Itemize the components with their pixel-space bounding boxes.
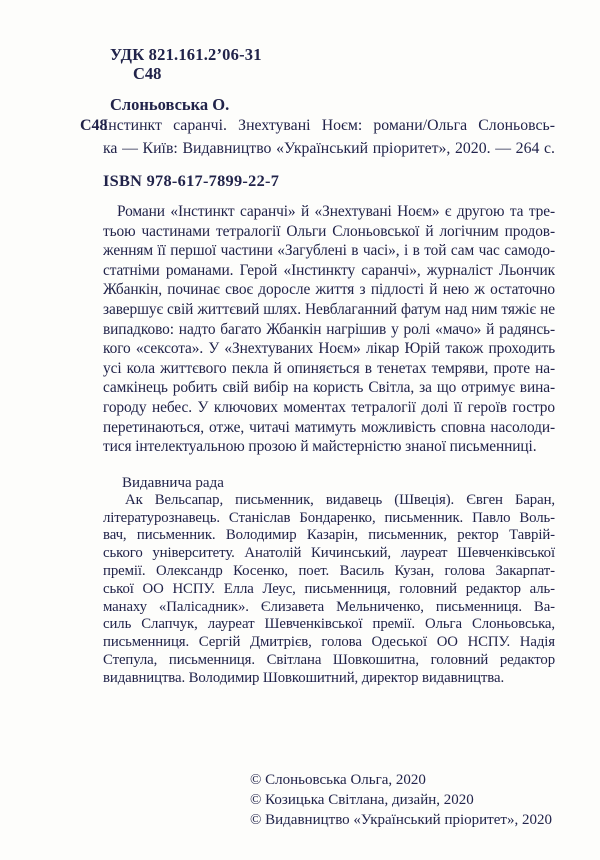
isbn-number: ISBN 978-617-7899-22-7	[103, 171, 280, 190]
catalog-entry	[80, 114, 555, 160]
text-line: ка — Київ: Видавництво «Український пріоритет», 2020. — 264 с.	[103, 140, 555, 157]
text-line: Степула, письменниця. Світлана Шовкошитна, головний редактор	[103, 651, 555, 668]
editorial-board-title: Видавнича рада	[122, 474, 224, 491]
text-line: самкінець робить свій вибір на користь Світла, за що отримує вина-	[103, 379, 555, 397]
text-line: тися інтелектуальною прозою й майстерністю знаної письменниці.	[103, 438, 537, 456]
copyright-block	[250, 770, 555, 830]
text-line: премії. Олександр Косенко, поет. Василь Кузан, голова Закарпат-	[103, 562, 555, 579]
text-line: манаху «Палісадник». Єлизавета Мельниченко, письменниця. Ва-	[103, 598, 555, 615]
text-line: © Слоньовська Ольга, 2020	[250, 772, 426, 789]
text-line: кого «сексота». У «Знехтуваних Ноєм» лікар Юрій також проходить	[103, 340, 555, 358]
text-line: усі кола життєвого пекла й опиняється в тенетах темряви, проте на-	[103, 359, 555, 377]
text-line: силь Слапчук, лауреат Шевченківської премії. Ольга Слоньовська,	[103, 616, 555, 633]
text-line: женням її першої частини «Загублені в часі», і в той сам час самодо-	[103, 242, 555, 260]
text-line: літературознавець. Станіслав Бондаренко, письменник. Павло Воль-	[103, 509, 555, 526]
udk-number: УДК 821.161.2’06-31	[110, 45, 262, 64]
text-line: ської ОО НСПУ. Елла Леус, письменниця, головний редактор аль-	[103, 580, 555, 597]
text-line: перетинаються, отже, читачі матимуть можливість сповна насолоди-	[103, 418, 555, 436]
text-line: письменниця. Сергій Дмитрієв, голова Одеської ОО НСПУ. Надія	[103, 634, 555, 651]
text-line: вач, письменник. Володимир Казарін, письменник, ректор Таврій-	[103, 527, 555, 544]
editorial-board-paragraph	[103, 492, 555, 688]
annotation-paragraph	[103, 202, 555, 457]
text-line: ського університету. Анатолій Кичинський, лауреат Шевченківської	[103, 545, 555, 562]
text-line: видавництва. Володимир Шовкошитний, директор видавництва.	[103, 669, 505, 686]
text-line: городу небес. У ключових моментах тетралогії долі її героїв гостро	[103, 398, 555, 416]
author-heading: Слоньовська О.	[110, 95, 230, 114]
text-line: Ак Вельсапар, письменник, видавець (Швеція). Євген Баран,	[125, 491, 555, 508]
text-line: Інстинкт саранчі. Знехтувані Ноєм: романи/Ольга Слоньовсь-	[103, 117, 555, 134]
text-line: © Видавництво «Український пріоритет», 2020	[250, 812, 552, 829]
text-line: тьою частинами тетралогії Ольги Слоньовської й логічним продов-	[103, 222, 555, 240]
text-line: завершує свій життєвий шлях. Невблаганний фатум над ним тяжіє не	[103, 300, 555, 318]
catalog-entry-code: С48	[80, 117, 108, 134]
udk-classification-code: С48	[133, 64, 162, 83]
text-line: Жбанкін, починає своє доросле життя з підлості й нею ж остаточно	[103, 281, 555, 299]
text-line: Романи «Інстинкт саранчі» й «Знехтувані Ноєм» є другою та тре-	[117, 203, 555, 220]
text-line: © Козицька Світлана, дизайн, 2020	[250, 792, 474, 809]
text-line: випадково: надто багато Жбанкін нагрішив у ролі «мачо» й радянсь-	[103, 320, 555, 338]
text-line: статніми романами. Герой «Інстинкту саранчі», журналіст Льончик	[103, 261, 555, 279]
